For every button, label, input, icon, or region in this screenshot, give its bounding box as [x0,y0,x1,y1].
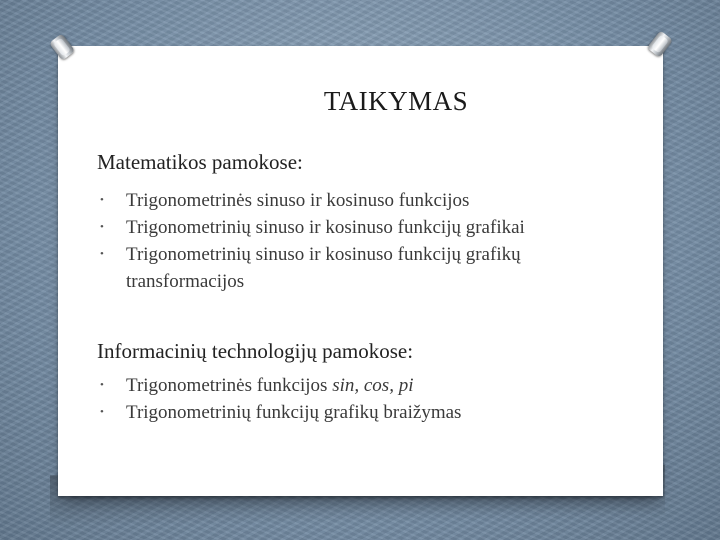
slide-title: TAIKYMAS [323,86,469,116]
list-item-emphasis: sin, cos, pi [332,375,414,396]
bullet-list-math [100,187,626,295]
list-item [100,187,626,214]
bullet-icon: • [100,221,104,233]
list-item-text: Trigonometrinių sinuso ir kosinuso funkcijų grafikų transformacijos [126,244,521,292]
bullet-icon: • [100,379,104,391]
bullet-icon: • [100,194,104,206]
bullet-icon: • [100,406,104,418]
list-item-text: Trigonometrinės funkcijos [126,375,333,396]
list-item-text: Trigonometrinių sinuso ir kosinuso funkcijų grafikai [126,217,525,238]
bullet-icon: • [100,248,104,260]
section-heading-math: Matematikos pamokose: [97,150,303,174]
bullet-list-it [100,372,626,426]
list-item-text: Trigonometrinių funkcijų grafikų braižymas [126,402,462,423]
list-item-text: Trigonometrinės sinuso ir kosinuso funkcijos [126,190,470,211]
section-heading-it: Informacinių technologijų pamokose: [97,339,414,363]
list-item [100,372,626,399]
list-item [100,241,626,295]
list-item [100,214,626,241]
list-item [100,399,626,426]
